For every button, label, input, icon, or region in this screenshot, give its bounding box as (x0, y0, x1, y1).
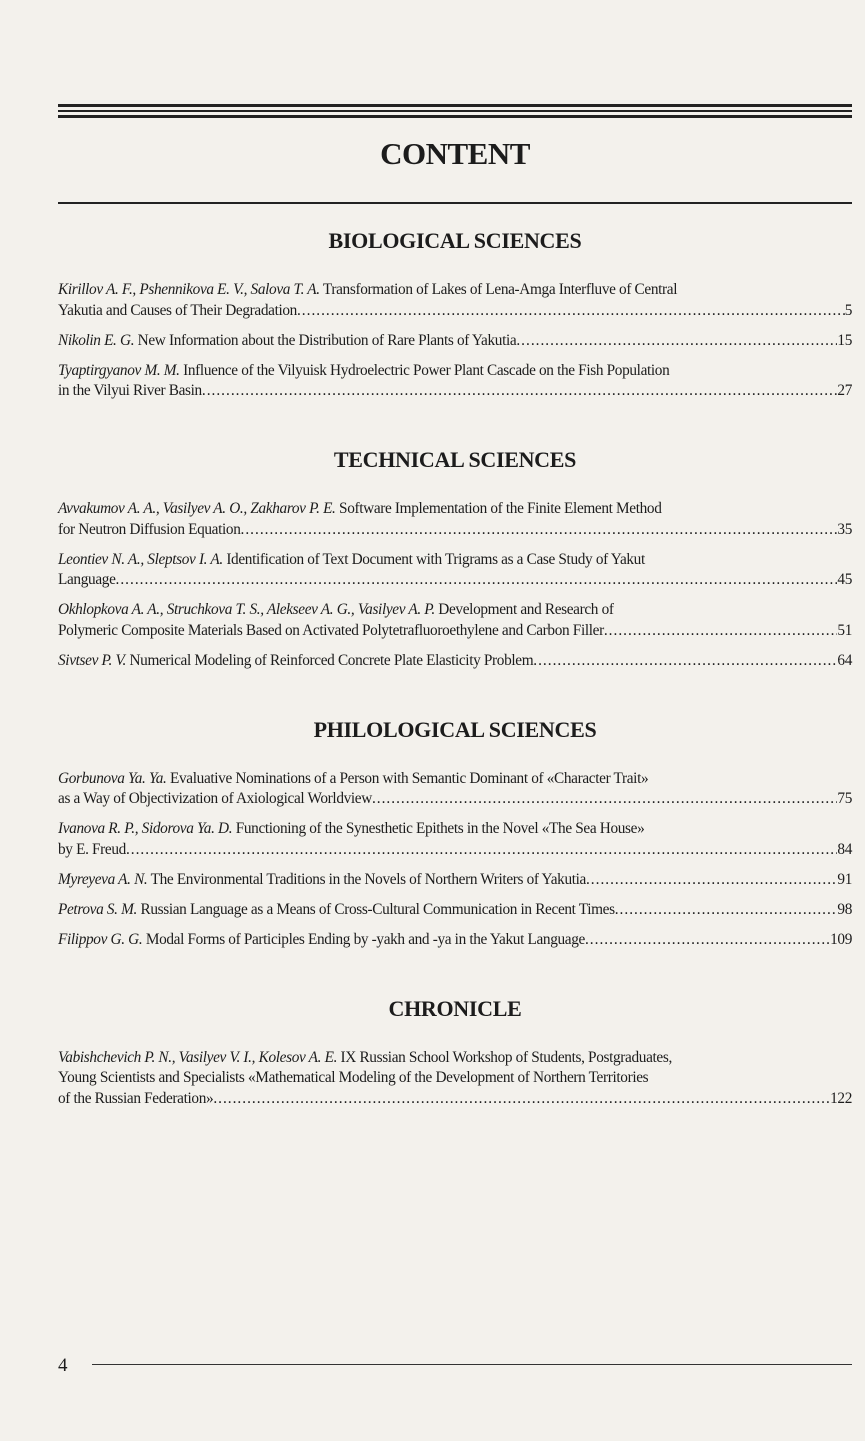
section-heading: TECHNICAL SCIENCES (333, 447, 577, 472)
entry-title: Influence of the Vilyuisk Hydroelectric Power Plant Cascade on the Fish Population (183, 361, 670, 379)
entry-line (58, 570, 852, 591)
top-rule (58, 110, 852, 112)
entry-line (58, 819, 852, 840)
entry-list (58, 475, 852, 715)
entry-authors: Avvakumov A. A., Vasilyev A. O., Zakharov P. E. (58, 500, 336, 517)
dot-leader (297, 301, 845, 322)
entry-line-text (58, 301, 297, 322)
entry-authors: Gorbunova Ya. Ya. (58, 769, 167, 787)
dot-leader (615, 900, 838, 921)
entry-title: Young Scientists and Specialists «Mathematical Modeling of the Development of Northern Territories (58, 1069, 649, 1086)
entry-title: as a Way of Objectivization of Axiological Worldview (58, 790, 372, 807)
entry-line (58, 900, 852, 921)
entry-authors: Sivtsev P. V. (58, 651, 126, 669)
footer-rule (92, 1364, 852, 1365)
entry-title: Language (58, 571, 116, 588)
entry-authors: Kirillov A. F., Pshennikova E. V., Salova T. A. (58, 281, 320, 298)
dot-leader (372, 789, 837, 810)
entry-line (58, 621, 852, 642)
dot-leader (202, 381, 838, 402)
entry-page-number: 15 (837, 331, 852, 349)
entry-line (58, 840, 852, 861)
entry-line-text (58, 870, 586, 891)
entry-page-number: 5 (844, 301, 852, 319)
entry-title: by E. Freud (58, 840, 126, 858)
toc-entry[interactable] (58, 1048, 852, 1110)
entry-authors: Filippov G. G. (58, 930, 143, 948)
dot-leader (586, 870, 837, 891)
toc-entry[interactable] (58, 361, 852, 402)
entry-title: Evaluative Nominations of a Person with Semantic Dominant of «Character Trait» (170, 769, 649, 787)
entry-line (58, 930, 852, 951)
entry-line-text (58, 930, 585, 951)
entry-line (58, 381, 852, 402)
section-heading: PHILOLOGICAL SCIENCES (313, 716, 597, 742)
entry-title: Functioning of the Synesthetic Epithets in the Novel «The Sea House» (235, 820, 645, 837)
entry-page-number: 84 (837, 840, 852, 858)
entry-page-number: 109 (830, 930, 852, 948)
entry-title: Polymeric Composite Materials Based on Activated Polytetrafluoroethylene and Carbon Filler (58, 621, 604, 639)
entry-line (58, 1089, 852, 1110)
entry-authors: Leontiev N. A., Sleptsov I. A. (58, 550, 223, 568)
dot-leader (213, 1089, 830, 1110)
toc-section (58, 445, 852, 715)
entry-line-text (58, 651, 533, 672)
entry-line (58, 520, 852, 541)
entry-list (58, 745, 852, 994)
entry-line (58, 1048, 852, 1069)
toc-entry[interactable] (58, 900, 852, 921)
entry-page-number: 91 (837, 870, 852, 888)
entry-line-text (58, 621, 604, 642)
toc-entry[interactable] (58, 819, 852, 860)
entry-title: for Neutron Diffusion Equation (58, 520, 241, 538)
dot-leader (604, 621, 838, 642)
toc-entry[interactable] (58, 600, 852, 641)
dot-leader (585, 930, 830, 951)
entry-page-number: 64 (837, 651, 852, 669)
entry-line-text (58, 381, 202, 402)
entry-title: Development and Research of (438, 601, 614, 618)
entry-title: Modal Forms of Participles Ending by -yakh and -ya in the Yakut Language (145, 930, 585, 948)
entry-list (58, 256, 852, 445)
section-heading: CHRONICLE (388, 995, 522, 1021)
entry-page-number: 98 (837, 900, 852, 918)
entry-line-text (58, 1089, 213, 1110)
toc-entry[interactable] (58, 769, 852, 810)
dot-leader (516, 331, 837, 352)
dot-leader (241, 520, 838, 541)
entry-line (58, 870, 852, 891)
entry-page-number: 35 (837, 520, 852, 538)
entry-line (58, 651, 852, 672)
toc-entry[interactable] (58, 280, 852, 321)
entry-line (58, 1068, 852, 1089)
entry-page-number: 45 (837, 571, 852, 588)
entry-title: Russian Language as a Means of Cross-Cultural Communication in Recent Times (140, 900, 615, 918)
entry-line (58, 499, 852, 520)
toc-entry[interactable] (58, 870, 852, 891)
toc-entry[interactable] (58, 550, 852, 591)
section-heading: BIOLOGICAL SCIENCES (328, 228, 582, 253)
entry-page-number: 27 (837, 382, 852, 399)
dot-leader (126, 840, 837, 861)
entry-line-text (58, 789, 372, 810)
toc-entry[interactable] (58, 499, 852, 540)
entry-line (58, 769, 852, 790)
entry-title: Software Implementation of the Finite Element Method (339, 500, 662, 517)
entry-line-text (58, 331, 516, 352)
entry-list (58, 1024, 852, 1153)
entry-title: in the Vilyui River Basin (58, 382, 202, 399)
entry-page-number: 75 (837, 790, 852, 807)
toc-section (58, 715, 852, 994)
entry-page-number: 51 (837, 621, 852, 639)
entry-line-text (58, 570, 116, 591)
dot-leader (533, 651, 837, 672)
entry-authors: Myreyeva A. N. (58, 870, 148, 888)
entry-line (58, 280, 852, 301)
top-rule (58, 104, 852, 107)
toc-entry[interactable] (58, 651, 852, 672)
dot-leader (116, 570, 838, 591)
entry-title: Numerical Modeling of Reinforced Concrete Plate Elasticity Problem (129, 651, 534, 669)
top-rule (58, 115, 852, 118)
entry-title: The Environmental Traditions in the Novels of Northern Writers of Yakutia (150, 870, 586, 888)
entry-authors: Ivanova R. P., Sidorova Ya. D. (58, 820, 233, 837)
entry-title: Transformation of Lakes of Lena-Amga Interfluve of Central (322, 281, 678, 298)
entry-line-text (58, 520, 241, 541)
page-title: CONTENT (380, 136, 530, 171)
entry-title: Yakutia and Causes of Their Degradation (58, 301, 297, 319)
title-rule (58, 202, 852, 204)
entry-line-text (58, 840, 126, 861)
entry-line (58, 331, 852, 352)
entry-title: IX Russian School Workshop of Students, Postgraduates, (340, 1048, 672, 1066)
entry-title: of the Russian Federation» (58, 1089, 214, 1107)
table-of-contents (58, 226, 852, 1153)
entry-page-number: 122 (830, 1089, 852, 1107)
toc-entry[interactable] (58, 930, 852, 951)
entry-line (58, 301, 852, 322)
entry-line (58, 361, 852, 382)
toc-section (58, 226, 852, 445)
entry-title: New Information about the Distribution of Rare Plants of Yakutia (137, 331, 517, 349)
entry-line (58, 600, 852, 621)
entry-authors: Vabishchevich P. N., Vasilyev V. I., Kolesov A. E. (58, 1048, 338, 1066)
entry-line (58, 789, 852, 810)
entry-line (58, 550, 852, 571)
toc-entry[interactable] (58, 331, 852, 352)
entry-authors: Nikolin E. G. (58, 331, 135, 349)
toc-section (58, 994, 852, 1153)
entry-authors: Petrova S. M. (58, 900, 137, 918)
entry-authors: Tyaptirgyanov M. M. (58, 361, 180, 379)
entry-line-text (58, 900, 615, 921)
entry-title: Identification of Text Document with Trigrams as a Case Study of Yakut (226, 550, 645, 568)
page-number: 4 (58, 1355, 68, 1376)
entry-authors: Okhlopkova A. A., Struchkova T. S., Alekseev A. G., Vasilyev A. P. (58, 601, 435, 618)
